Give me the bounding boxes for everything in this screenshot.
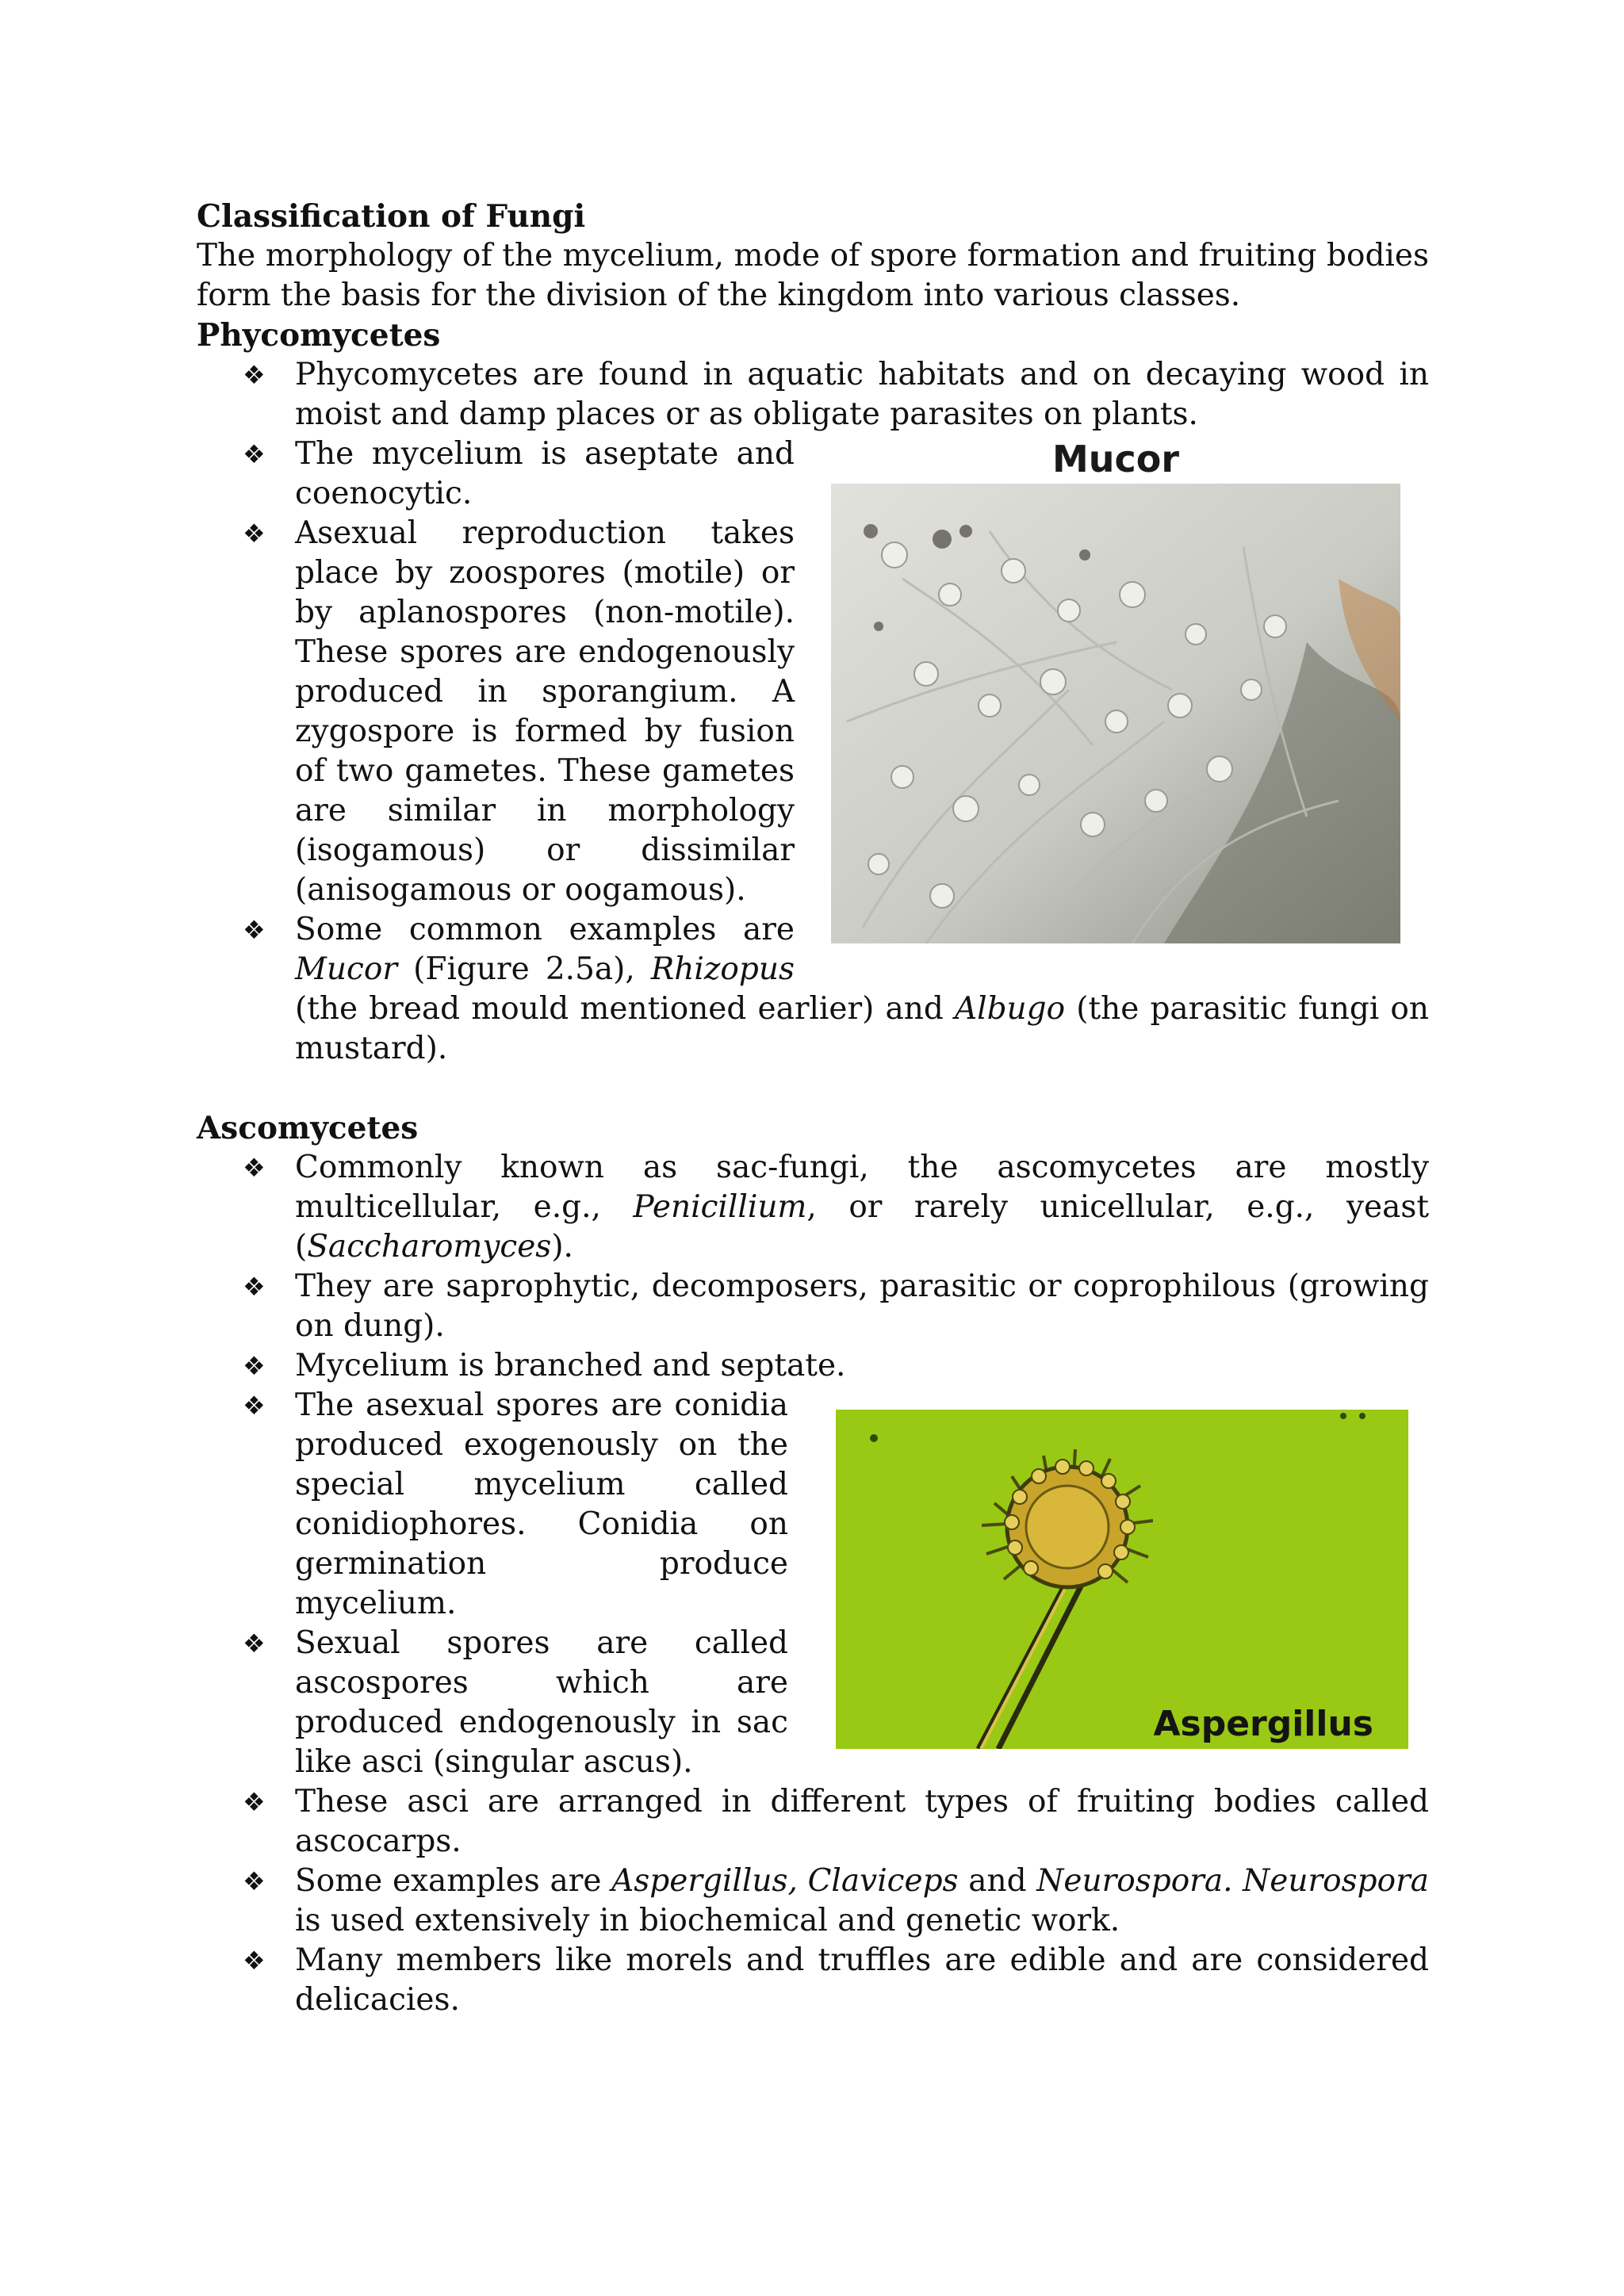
phycomycetes-list [197, 355, 1429, 1069]
section-heading-ascomycetes: Ascomycetes [197, 1110, 419, 1146]
list-item [197, 1782, 1429, 1862]
bullet-diamond-icon: ❖ [243, 915, 266, 945]
species-name: Neurospora [1243, 1863, 1429, 1899]
bullet-diamond-icon: ❖ [243, 1866, 266, 1896]
section-spacer [197, 1069, 1429, 1108]
species-name: Aspergillus, [611, 1863, 798, 1899]
bullet-diamond-icon: ❖ [243, 1391, 266, 1421]
list-item [197, 1346, 1429, 1386]
list-item-text: Asexual reproduction takes place by zoospores (motile) or by aplanospores (non-motile). These spores are endogenously produced in sporangium. A zygospore is formed by fusion of two gametes. These gametes are similar in morphology (isogamous) or dissimilar (anisogamous or oogamous). [295, 515, 795, 908]
text-run: (Figure 2.5a), [397, 951, 651, 987]
mucor-figure-label: Mucor [1051, 438, 1180, 480]
list-item [197, 434, 1429, 514]
list-item-text: The mycelium is aseptate and coenocytic. [295, 436, 795, 511]
text-run: Commonly known as sac-fungi, the ascomycetes are mostly multicellular, e.g., [295, 1150, 1429, 1225]
list-item [197, 1624, 1429, 1782]
section-heading-phycomycetes: Phycomycetes [197, 317, 441, 354]
species-name: Albugo [954, 991, 1066, 1027]
list-item-text: The asexual spores are conidia produced exogenously on the special mycelium called conidiophores. Conidia on germination produce mycelium. [295, 1387, 788, 1621]
list-item [197, 1267, 1429, 1346]
list-item [197, 1148, 1429, 1267]
bullet-diamond-icon: ❖ [243, 519, 266, 549]
text-run: , or rarely unicellular, e.g., yeast ( [295, 1189, 1430, 1265]
species-name: Mucor [295, 951, 398, 987]
text-run: Some common examples are [295, 912, 795, 947]
species-name: Rhizopus [650, 951, 795, 987]
ascomycetes-list [197, 1148, 1429, 2020]
list-item [197, 514, 1429, 910]
list-item-text: Mycelium is branched and septate. [295, 1348, 846, 1383]
species-name: Saccharomyces [307, 1229, 552, 1265]
document-page [197, 197, 1429, 2020]
list-item-text: Sexual spores are called ascospores which are produced endogenously in sac like asci (singular ascus). [295, 1625, 788, 1780]
list-item-text: They are saprophytic, decomposers, parasitic or coprophilous (growing on dung). [295, 1269, 1429, 1344]
text-run: is used extensively in biochemical and genetic work. [295, 1903, 1120, 1938]
list-item-text: Phycomycetes are found in aquatic habitats and on decaying wood in moist and damp places or as obligate parasites on plants. [295, 357, 1429, 432]
bullet-diamond-icon: ❖ [243, 439, 266, 469]
text-run: (the parasitic fungi on mustard). [295, 991, 1429, 1066]
text-run: Some examples are [295, 1863, 612, 1899]
text-run: and [958, 1863, 1037, 1899]
bullet-diamond-icon: ❖ [243, 1946, 266, 1976]
species-name: Claviceps [807, 1863, 959, 1899]
bullet-diamond-icon: ❖ [243, 1787, 266, 1817]
bullet-diamond-icon: ❖ [243, 1272, 266, 1302]
list-item-text: These asci are arranged in different types of fruiting bodies called ascocarps. [295, 1784, 1429, 1859]
text-run: (the bread mould mentioned earlier) and [295, 991, 955, 1027]
aspergillus-figure-label: Aspergillus [1153, 1704, 1373, 1744]
list-item [197, 1941, 1429, 2020]
species-name: Penicillium [633, 1189, 807, 1225]
list-item [197, 355, 1429, 434]
bullet-diamond-icon: ❖ [243, 1153, 266, 1183]
list-item-text: Many members like morels and truffles are edible and are considered delicacies. [295, 1942, 1429, 2018]
bullet-diamond-icon: ❖ [243, 1628, 266, 1659]
bullet-diamond-icon: ❖ [243, 1351, 266, 1381]
list-item [197, 910, 1429, 1069]
bullet-diamond-icon: ❖ [243, 360, 266, 390]
list-item [197, 1862, 1429, 1941]
species-name: Neurospora. [1036, 1863, 1233, 1899]
page-title: Classification of Fungi [197, 198, 586, 235]
intro-paragraph: The morphology of the mycelium, mode of spore formation and fruiting bodies form the basis for the division of the kingdom into various classes. [197, 238, 1429, 313]
text-run: ). [551, 1229, 573, 1265]
